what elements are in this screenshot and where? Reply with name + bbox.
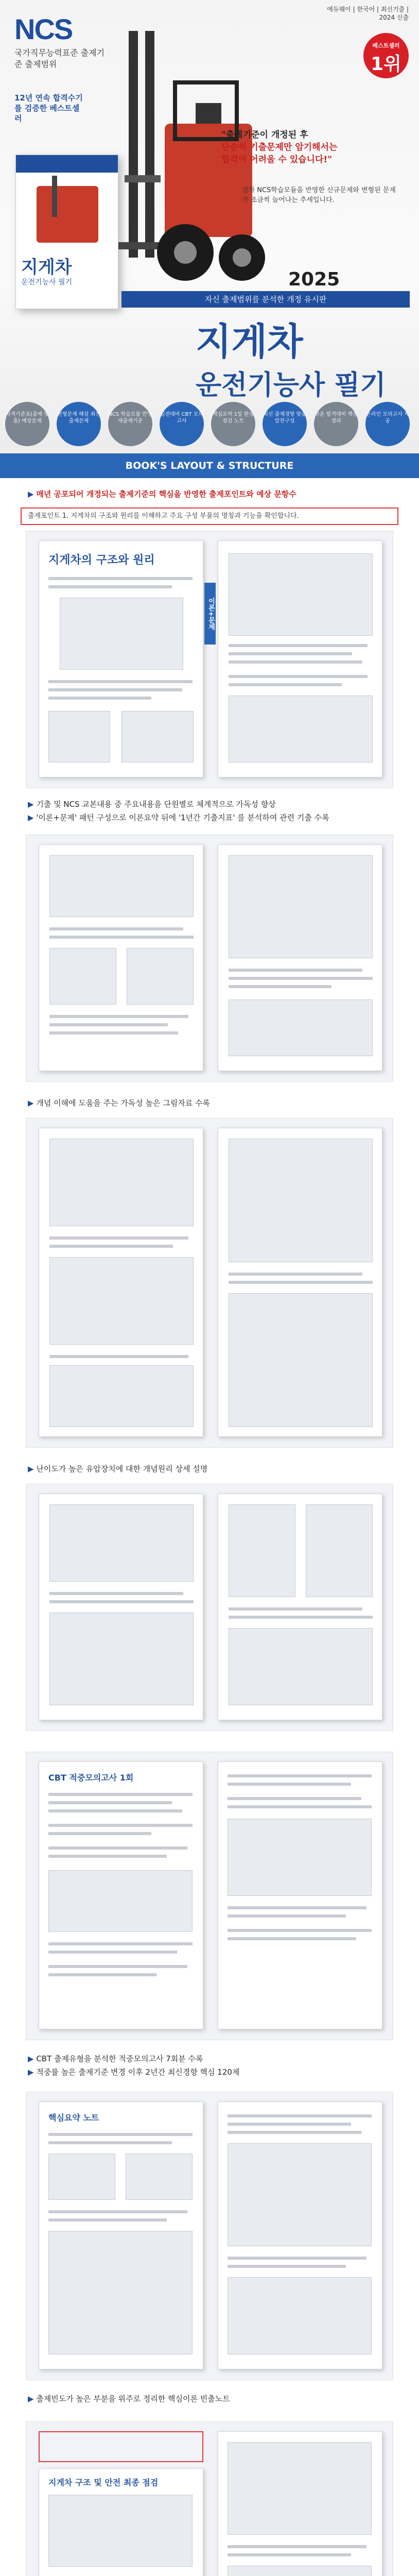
feature-circle: 쉬운 합격대비 핵심 정리	[314, 402, 358, 446]
diagram-image	[229, 1139, 373, 1262]
diagram-image	[49, 855, 194, 917]
feature-7-panel	[26, 2421, 393, 2576]
diagram-image	[228, 2143, 372, 2246]
feature-4-panel	[26, 1484, 393, 1731]
feature-1: ▶ 매년 공포되어 개정되는 출제기준의 핵심을 반영한 출제포인트와 예상 문항수	[28, 489, 296, 499]
side-tab: 이론+문제	[204, 583, 216, 645]
arrow-icon: ▶	[28, 489, 34, 499]
diagram-image	[228, 2442, 372, 2535]
bestseller-note: 12년 연속 합격수기를 검증한 베스트셀러	[14, 93, 83, 123]
feature-6-panel	[26, 2092, 393, 2380]
hero-description: 점차 NCS학습모듈을 반영한 신규문제와 변형된 문제가 조금씩 늘어나는 추세입니다.	[242, 187, 396, 204]
arrow-icon: ▶	[28, 1464, 34, 1473]
feature-5b: ▶ 적중률 높은 출제기준 변경 이후 2년간 최신경향 핵심 120제	[28, 2067, 240, 2077]
diagram-image	[48, 2495, 193, 2567]
diagram-image	[121, 711, 194, 762]
hero-quote: "출제기준이 개정된 후 단순히 기출문제만 암기해서는 합격이 어려울 수 있습니다!"	[221, 130, 338, 165]
diagram-image	[48, 711, 110, 762]
diagram-image	[126, 2154, 193, 2200]
diagram-image	[48, 1870, 193, 1932]
diagram-image	[49, 1504, 194, 1582]
diagram-image	[49, 1257, 194, 1345]
diagram-image	[229, 1504, 295, 1597]
feature-1-callout: 출제포인트 1. 지게차의 구조와 원리를 이해하고 주요 구성 부품의 명칭과 기능을 확인합니다.	[21, 507, 398, 525]
diagram-image	[229, 999, 373, 1056]
diagram-image	[306, 1504, 373, 1597]
sample-page-right	[218, 540, 382, 777]
feature-3: ▶ 개념 이해에 도움을 주는 가독성 높은 그림자료 수록	[28, 1098, 210, 1108]
feature-2: ▶ 기출 및 NCS 교본내용 중 주요내용을 단원별로 체계적으로 가독성 향상	[28, 800, 276, 809]
diagram-image	[49, 948, 116, 1005]
sample-page-right	[218, 2431, 382, 2576]
arrow-icon: ▶	[28, 813, 34, 822]
diagram-image	[49, 1613, 194, 1705]
arrow-icon: ▶	[28, 2054, 34, 2063]
arrow-icon: ▶	[28, 2394, 34, 2403]
feature-2-panel	[26, 835, 393, 1082]
book-cover	[15, 155, 118, 309]
edition-year: 2025	[288, 269, 340, 290]
feature-circle: 최신 출제경향 맞춤 알찬구성	[263, 402, 307, 446]
sample-page-left	[39, 1761, 203, 2029]
book-cover-title: 지게차	[21, 257, 72, 278]
sample-page-left	[39, 2468, 203, 2576]
sample-page-right	[218, 2102, 382, 2369]
main-subtitle: 운전기능사 필기	[196, 370, 386, 401]
feature-circles	[0, 402, 419, 448]
highlight-box	[39, 2431, 203, 2462]
sample-page-right	[218, 1761, 382, 2029]
diagram-image	[48, 2231, 193, 2354]
arrow-icon: ▶	[28, 1098, 34, 1108]
forklift-icon	[37, 186, 98, 243]
hero-banner-bar: 자신 출제범위를 분석한 개정 유시판	[121, 291, 410, 308]
feature-6: ▶ 출제빈도가 높은 부분을 위주로 정리한 핵심이론 빈출노트	[28, 2394, 230, 2403]
sample-page-left	[39, 844, 203, 1071]
sample-page-left	[39, 540, 203, 777]
diagram-image	[127, 948, 194, 1005]
ncs-subtitle: 국가직무능력표준 출제기준 출제범위	[14, 48, 105, 69]
diagram-image	[60, 598, 183, 670]
feature-3-panel	[26, 1118, 393, 1448]
sample-page-left	[39, 2102, 203, 2369]
diagram-image	[228, 2566, 372, 2576]
sample-heading: 핵심요약 노트	[48, 2113, 99, 2123]
feature-circle: 실전대비 CBT 모의고사	[160, 402, 204, 446]
diagram-image	[48, 2154, 115, 2200]
feature-circle: 자격기준표(출제 맞춤) 예상문제	[5, 402, 49, 446]
diagram-image	[229, 1628, 373, 1705]
diagram-image	[229, 696, 373, 762]
sample-heading: 지게차 구조 및 안전 최종 점검	[48, 2478, 159, 2487]
diagram-image	[228, 1819, 372, 1896]
diagram-image	[229, 855, 373, 958]
book-cover-subtitle: 운전기능사 필기	[21, 278, 73, 286]
ncs-logo: NCS	[14, 13, 73, 45]
diagram-image	[228, 2277, 372, 2354]
feature-5a: ▶ CBT 출제유형을 분석한 적중모의고사 7회분 수록	[28, 2054, 203, 2063]
arrow-icon: ▶	[28, 800, 34, 809]
sample-page-right	[218, 1494, 382, 1720]
feature-5-panel	[26, 1752, 393, 2040]
main-title: 지게차	[196, 320, 303, 363]
feature-circle: 온라인 모의고사 제공	[365, 402, 410, 446]
sample-page-right	[218, 844, 382, 1071]
diagram-image	[229, 553, 373, 636]
publisher-badge: 에듀웨이 | 한국어 | 최신기출 | 2024 신출	[327, 6, 409, 21]
arrow-icon: ▶	[28, 2067, 34, 2077]
sample-heading: 지게차의 구조와 원리	[48, 554, 155, 567]
diagram-image	[49, 1139, 194, 1226]
sample-page-left	[39, 1128, 203, 1437]
feature-1-panel	[26, 531, 393, 788]
diagram-image	[229, 1293, 373, 1427]
sample-heading: CBT 적중모의고사 1회	[48, 1773, 134, 1783]
diagram-image	[49, 1365, 194, 1427]
sample-page-right	[218, 1128, 382, 1437]
feature-4: ▶ 난이도가 높은 유압장치에 대한 개념원리 상세 설명	[28, 1464, 208, 1473]
hero-section	[0, 0, 419, 453]
layout-section-header: BOOK'S LAYOUT & STRUCTURE	[0, 453, 419, 478]
sample-page-left	[39, 1494, 203, 1720]
feature-circle: NCS 학습모듈 반영 새출제기준	[108, 402, 152, 446]
feature-circle: 변형문제 해설 최신 출제문제	[57, 402, 101, 446]
feature-2b: ▶ '이론+문제' 패턴 구성으로 이론요약 뒤에 '1년간 기출지표' 를 분석하여 관련 기출 수록	[28, 813, 329, 822]
feature-circle: 핵심요약 1일 완성 점검 노트	[211, 402, 255, 446]
bestseller-rank-badge: 베스트셀러 1위	[363, 33, 409, 78]
